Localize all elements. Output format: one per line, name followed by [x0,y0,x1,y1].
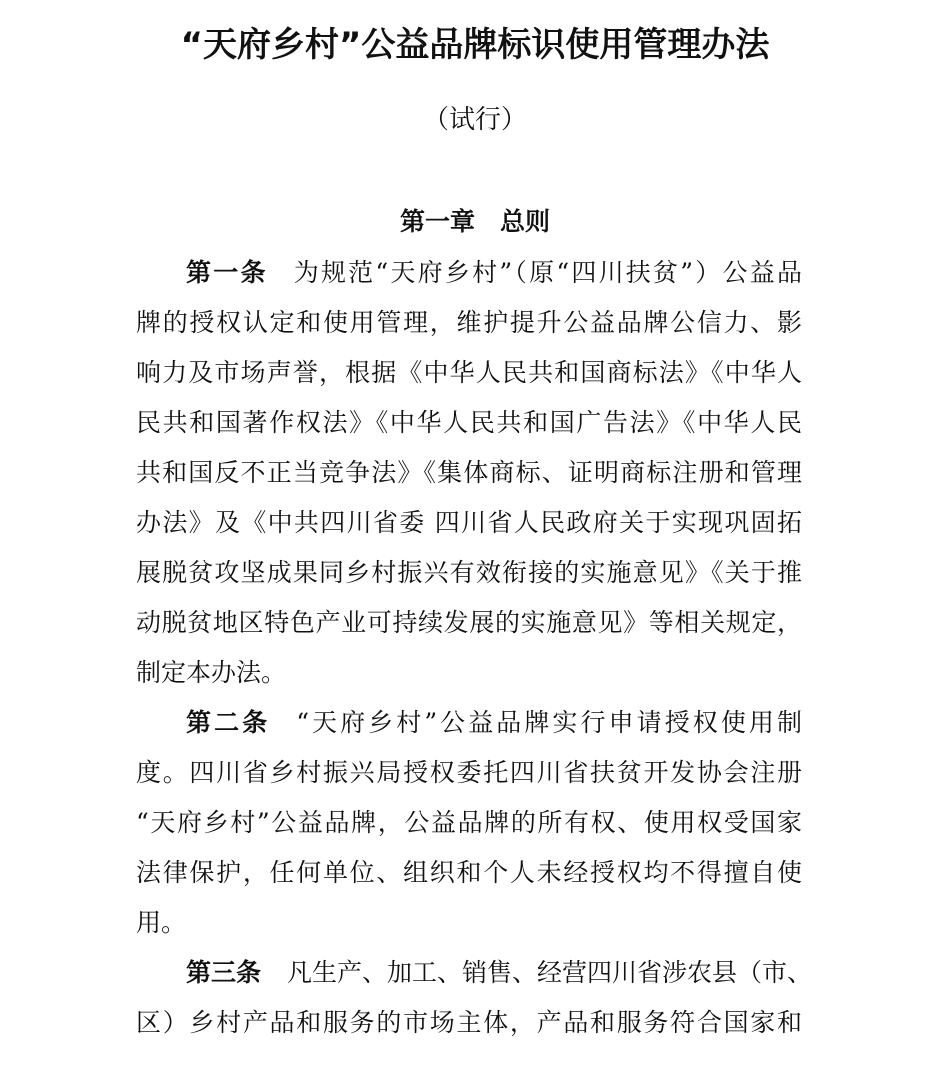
article-text: 为规范“天府乡村”（原“四川扶贫”）公益品 [293,258,802,287]
article-line: 用。 [136,908,187,937]
article-line [186,698,802,748]
article-line: 民共和国著作权法》《中华人民共和国广告法》《中华人民 [136,408,802,437]
article-line: 响力及市场声誉，根据《中华人民共和国商标法》《中华人 [136,358,802,387]
article-line: 牌的授权认定和使用管理，维护提升公益品牌公信力、影 [136,308,802,337]
article-line: 法律保护，任何单位、组织和个人未经授权均不得擅自使 [136,858,802,887]
article-label: 第一条 [186,258,268,287]
article-line [186,248,802,298]
article-label: 第二条 [186,708,271,737]
article-line: 展脱贫攻坚成果同乡村振兴有效衔接的实施意见》《关于推 [136,558,802,587]
article-line: 共和国反不正当竞争法》《集体商标、证明商标注册和管理 [136,458,802,487]
article-line: 动脱贫地区特色产业可持续发展的实施意见》等相关规定， [136,608,802,637]
article-line: 制定本办法。 [136,658,287,687]
article-label: 第三条 [186,958,262,987]
article-line [186,948,813,998]
article-line: “天府乡村”公益品牌，公益品牌的所有权、使用权受国家 [136,808,802,837]
document-title: “天府乡村”公益品牌标识使用管理办法 [180,25,770,65]
article-text: “天府乡村”公益品牌实行申请授权使用制 [296,708,802,737]
article-text: 凡生产、加工、销售、经营四川省涉农县（市、 [287,958,813,987]
chapter-heading: 第一章 总则 [399,207,550,236]
article-line: 度。四川省乡村振兴局授权委托四川省扶贫开发协会注册 [136,758,802,787]
article-line: 办法》及《中共四川省委 四川省人民政府关于实现巩固拓 [136,508,802,537]
article-line: 区）乡村产品和服务的市场主体，产品和服务符合国家和 [136,1008,802,1037]
document-subtitle: （试行） [422,105,527,135]
